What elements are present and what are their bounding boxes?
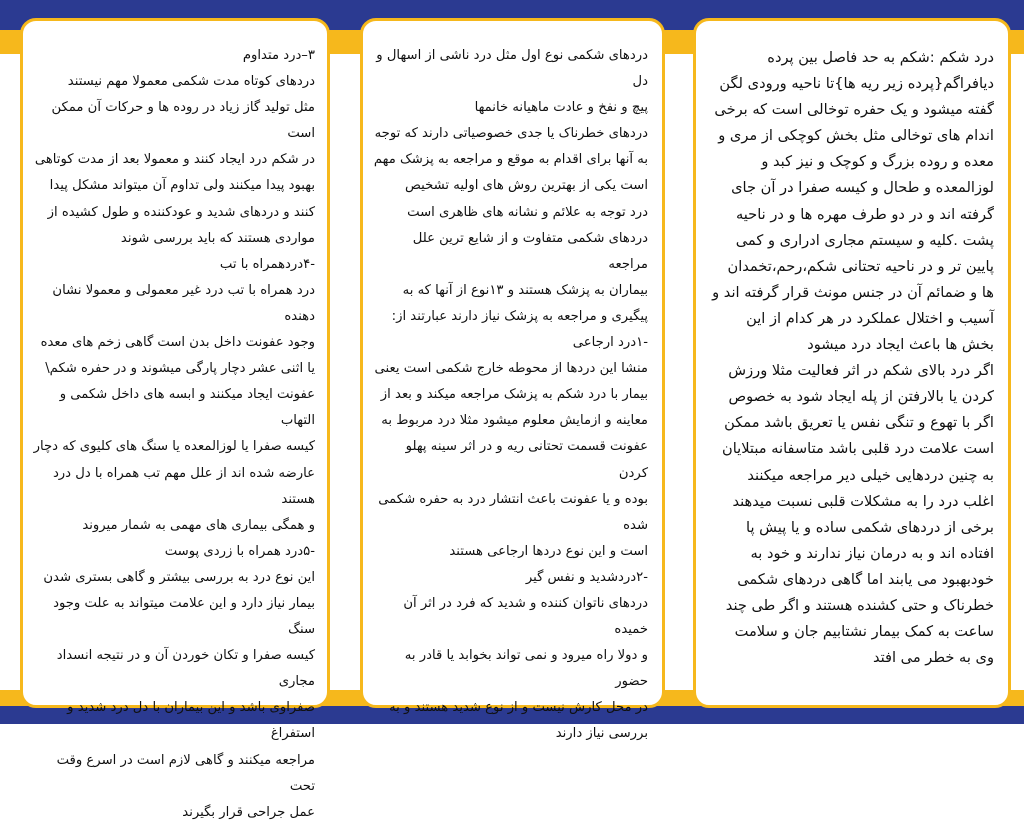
- text-line: کردن یا بالارفتن از پله ایجاد شود به خصوص: [728, 388, 994, 406]
- text-line: به آنها برای اقدام به موقع و مراجعه به پزشک مهم: [373, 152, 648, 168]
- text-line: ۳–درد متداوم: [242, 48, 315, 63]
- text-line: ها و ضمائم آن در جنس مونث قرار گرفته اند و: [712, 283, 994, 301]
- text-line: اگر با تهوع و تنگی نفس یا تعریق باشد ممکن: [724, 414, 994, 432]
- text-line: پشت .کلیه و سیستم مجاری ادراری و کمی: [735, 231, 994, 249]
- text-line: دردهای شکمی نوع اول مثل درد ناشی از اسهال و دل: [376, 48, 648, 90]
- text-line: دردهای کوتاه مدت شکمی معمولا مهم نیستند: [67, 74, 315, 90]
- text-line: عارضه شده اند از علل مهم تب همراه با دل درد هستند: [52, 465, 315, 507]
- text-line: و همگی بیماری های مهمی به شمار میروند: [82, 517, 315, 533]
- text-line: این نوع درد به بررسی بیشتر و گاهی بستری شدن: [43, 569, 315, 585]
- text-line: اغلب درد را به مشکلات قلبی نسبت میدهند: [732, 492, 994, 510]
- text-line: افتاده اند و به درمان نیاز ندارند و خود به: [750, 544, 994, 562]
- text-line: است یکی از بهترین روش های اولیه تشخیص: [404, 178, 648, 194]
- text-line: بهبود پیدا میکنند ولی تداوم آن میتواند مشکل پیدا: [49, 178, 315, 194]
- text-line: ساعت به کمک بیمار نشتابیم جان و سلامت: [734, 623, 994, 641]
- text-line: بیمار نیاز دارد و این علامت میتواند به علت وجود سنگ: [53, 595, 315, 638]
- text-line: -۵درد همراه با زردی پوست: [164, 543, 315, 559]
- text-line: بیماران به پزشک هستند و ۱۳نوع از آنها که به: [402, 282, 648, 298]
- text-line: برخی از دردهای شکمی ساده و یا پیش پا: [746, 518, 994, 536]
- text-line: اندام های توخالی مثل بخش کوچکی از مری و: [718, 127, 994, 145]
- text-line: عفونت قسمت تحتانی ریه و در اثر سینه پهلو کردن: [405, 439, 648, 481]
- text-line: بوده و یا عفونت باعث انتشار درد به حفره شکمی شده: [378, 491, 648, 533]
- text-line: درد شکم :شکم به حد فاصل بین پرده: [767, 49, 994, 66]
- text-line: درد توجه به علائم و نشانه های ظاهری است: [407, 204, 648, 220]
- text-line: درد همراه با تب درد غیر معمولی و معمولا نشان دهنده: [52, 282, 315, 324]
- text-line: یا اثنی عشر دچار پارگی میشوند و در حفره شکم\: [45, 361, 315, 377]
- text-line: مواردی هستند که باید بررسی شوند: [120, 230, 315, 246]
- text-line: بیمار با درد شکم به پزشک مراجعه میکند و بعد از: [380, 387, 648, 403]
- text-line: دردهای ناتوان کننده و شدید که فرد در اثر آن خمیده: [403, 595, 648, 638]
- text-line: -۱درد ارجاعی: [572, 335, 648, 351]
- text-line: گرفته اند و در دو طرف مهره ها و در ناحیه: [735, 205, 994, 223]
- text-line: لوزالمعده و طحال و کیسه صفرا در آن جای: [731, 179, 994, 197]
- text-line: -۲دردشدید و نفس گیر: [525, 569, 648, 585]
- left-panel: [20, 18, 330, 820]
- text-line: بررسی نیاز دارند: [555, 726, 648, 742]
- text-line: بخش ها باعث ایجاد درد میشود: [807, 336, 994, 354]
- text-line: کیسه صفرا و تکان خوردن آن و در نتیجه انسداد مجاری: [56, 648, 315, 690]
- text-line: دردهای خطرناک یا جدی خصوصیاتی دارند که توجه: [374, 126, 648, 142]
- text-line: پیچ و نفخ و عادت ماهیانه خانمها: [474, 100, 648, 116]
- text-line: وجود عفونت داخل بدن است گاهی زخم های معده: [40, 335, 315, 351]
- text-line: پایین تر و در ناحیه تحتانی شکم،رحم،تخمدان: [727, 257, 994, 275]
- text-line: است علامت درد قلبی باشد متاسفانه مبتلایان: [722, 440, 994, 458]
- text-line: معده و روده بزرگ و کوچک و نیز کبد و: [761, 153, 994, 171]
- text-line: صفراوی باشد و این بیماران با دل درد شدید و استفراغ: [67, 700, 315, 742]
- text-line: عفونت ایجاد میکنند و ابسه های داخل شکمی و التهاب: [59, 387, 315, 429]
- text-line: کنند و دردهای شدید و عودکننده و طول کشیده از: [47, 204, 315, 220]
- text-line: کیسه صفرا یا لوزالمعده یا سنگ های کلیوی که دچار: [33, 439, 315, 455]
- text-line: در محل کارش نیست و از نوع شدید هستند و به: [389, 700, 648, 716]
- text-line: خطرناک و حتی کشنده هستند و اگر طی چند: [725, 596, 994, 614]
- right-panel: [693, 18, 1011, 708]
- text-line: وی به خطر می افتد: [872, 649, 994, 667]
- text-line: و دولا راه میرود و نمی تواند بخوابد یا قادر به حضور: [404, 648, 648, 690]
- text-line: است و این نوع دردها ارجاعی هستند: [449, 543, 648, 559]
- text-line: دیافراگم{پرده زیر ریه ها}تا ناحیه ورودی لگن: [719, 75, 994, 93]
- text-line: عمل جراحی قرار بگیرند: [182, 804, 315, 820]
- text-line: گفته میشود و یک حفره توخالی است که برخی: [714, 101, 994, 119]
- text-line: در شکم درد ایجاد کنند و معمولا بعد از مدت کوتاهی: [34, 152, 315, 168]
- text-line: مثل تولید گاز زیاد در روده ها و حرکات آن ممکن است: [51, 100, 315, 142]
- text-line: منشا این دردها از محوطه خارج شکمی است یعنی: [374, 361, 648, 377]
- text-line: به چنین دردهایی خیلی دیر مراجعه میکنند: [747, 466, 994, 484]
- text-line: پیگیری و مراجعه به پزشک نیاز دارند عبارتند از:: [391, 308, 648, 324]
- text-line: آسیب و اختلال عملکرد در هر کدام از این: [746, 309, 994, 327]
- middle-panel: [360, 18, 665, 742]
- text-line: خودبهبود می یابند اما گاهی دردهای شکمی: [737, 570, 994, 588]
- text-line: -۴دردهمراه با تب: [219, 256, 315, 272]
- text-line: معاینه و ازمایش معلوم میشود مثلا درد مربوط به: [381, 413, 648, 429]
- text-line: مراجعه میکنند و گاهی لازم است در اسرع وقت تحت: [56, 752, 315, 794]
- text-line: اگر درد بالای شکم در اثر فعالیت مثلا ورزش: [728, 362, 994, 380]
- text-line: دردهای شکمی متفاوت و از شایع ترین علل مراجعه: [412, 230, 648, 272]
